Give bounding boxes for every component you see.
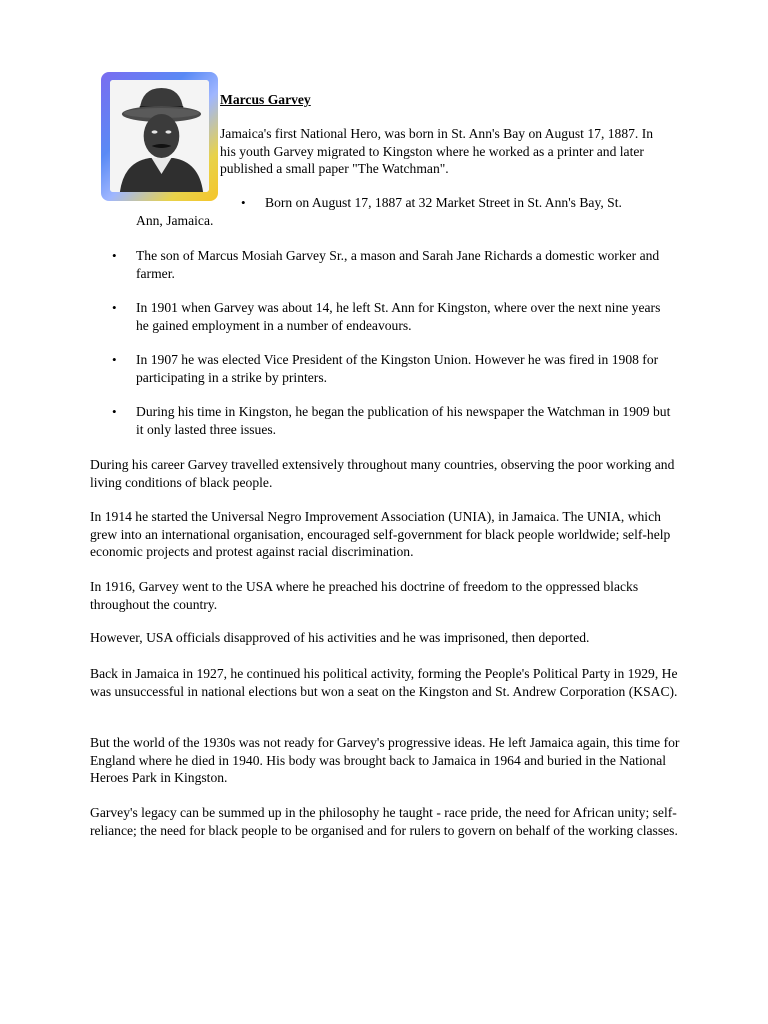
- bullet-item-2: The son of Marcus Mosiah Garvey Sr., a mason and Sarah Jane Richards a domestic worker and farmer.: [136, 248, 660, 281]
- portrait-photo: [110, 80, 209, 192]
- bullet-marker: •: [241, 195, 246, 210]
- paragraph-career: During his career Garvey travelled extensively throughout many countries, observing the poor working and living conditions of black people.: [90, 457, 675, 490]
- bullet-item-4: In 1907 he was elected Vice President of the Kingston Union. However he was fired in 1908 for participating in a strike by printers.: [136, 352, 659, 385]
- portrait-frame: [101, 72, 218, 201]
- bullet-marker: •: [112, 248, 117, 263]
- paragraph-legacy: Garvey's legacy can be summed up in the philosophy he taught - race pride, the need for African unity; self-reliance; the need for black people to be organised and for rulers to govern on behalf of the working classes.: [90, 805, 678, 838]
- bullet-item-1-line2: Ann, Jamaica.: [136, 213, 214, 228]
- bullet-item-1-line1: Born on August 17, 1887 at 32 Market Street in St. Ann's Bay, St.: [265, 195, 622, 210]
- paragraph-1930s: But the world of the 1930s was not ready for Garvey's progressive ideas. He left Jamaica again, this time for England where he died in 1940. His body was brought back to Jamaica in 1964 and buried in the National Heroes Park in Kingston.: [90, 735, 680, 785]
- bullet-item-5: During his time in Kingston, he began the publication of his newspaper the Watchman in 1909 but it only lasted three issues.: [136, 404, 671, 437]
- paragraph-usa: In 1916, Garvey went to the USA where he preached his doctrine of freedom to the oppressed blacks throughout the country.: [90, 579, 639, 612]
- paragraph-unia: In 1914 he started the Universal Negro Improvement Association (UNIA), in Jamaica. The UNIA, which grew into an international organisation, encouraged self-government for black people worldwide; self-help economic projects and protest against racial discrimination.: [90, 509, 671, 559]
- bullet-marker: •: [112, 352, 117, 367]
- paragraph-back-in-jamaica: Back in Jamaica in 1927, he continued his political activity, forming the People's Political Party in 1929, He was unsuccessful in national elections but won a seat on the Kingston and St. Andrew Corporation (KSAC).: [90, 666, 678, 699]
- bullet-marker: •: [112, 404, 117, 419]
- bullet-item-3: In 1901 when Garvey was about 14, he left St. Ann for Kingston, where over the next nine years he gained employment in a number of endeavours.: [136, 300, 661, 333]
- paragraph-deported: However, USA officials disapproved of his activities and he was imprisoned, then deported.: [90, 630, 590, 645]
- document-title: Marcus Garvey: [220, 92, 311, 107]
- bullet-marker: •: [112, 300, 117, 315]
- intro-paragraph: Jamaica's first National Hero, was born in St. Ann's Bay on August 17, 1887. In his youth Garvey migrated to Kingston where he worked as a printer and later published a small paper "The Watchman".: [220, 126, 654, 176]
